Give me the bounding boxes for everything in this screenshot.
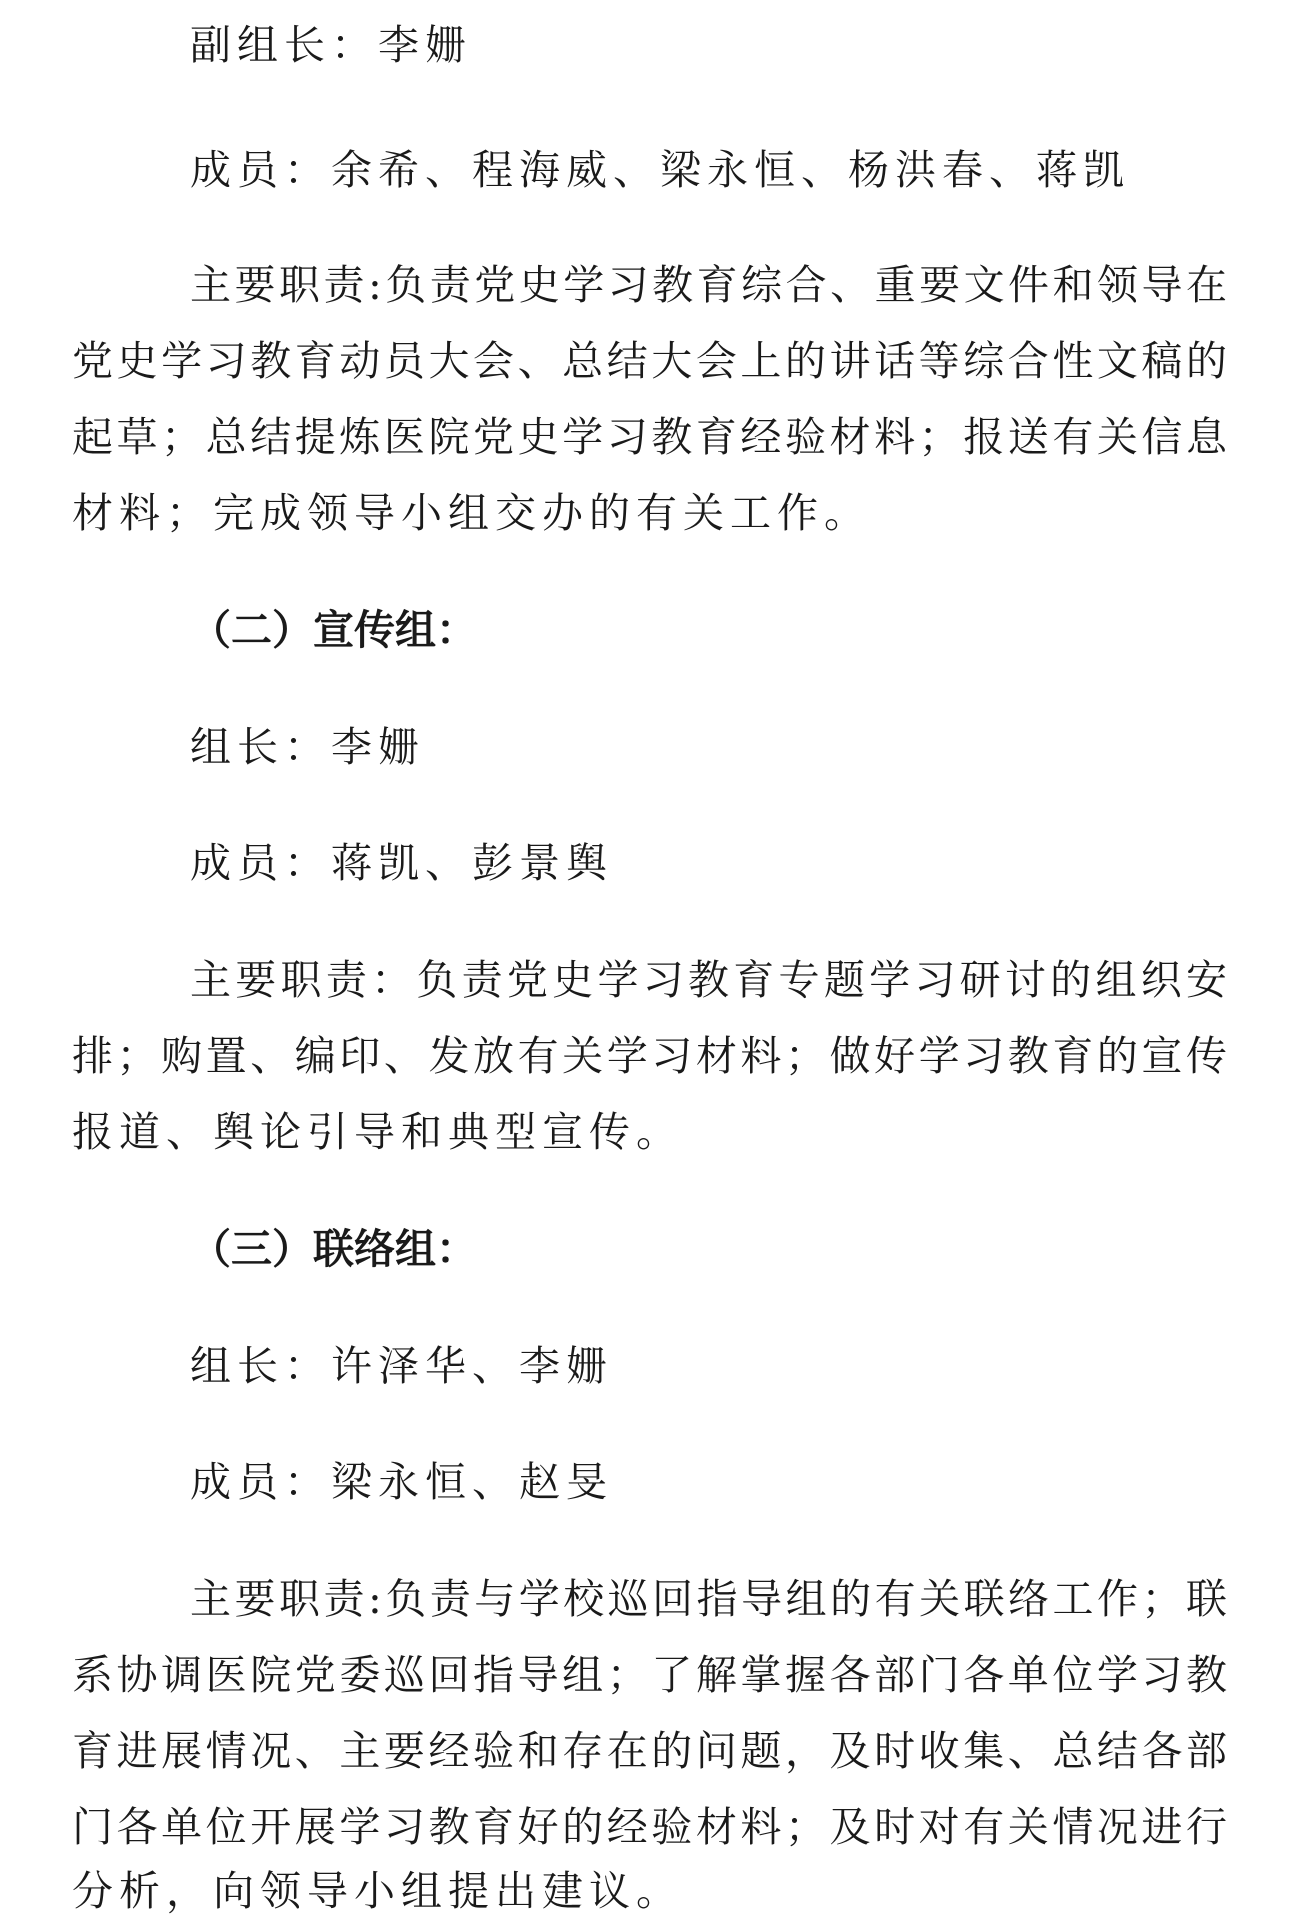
leader-line: 组长：李姗: [190, 723, 425, 771]
members-line: 成员：蒋凯、彭景舆: [190, 839, 613, 887]
duties-paragraph-line: 育进展情况、主要经验和存在的问题，及时收集、总结各部: [72, 1727, 1227, 1775]
members-line: 成员：梁永恒、赵旻: [190, 1458, 613, 1506]
duties-paragraph-line: 系协调医院党委巡回指导组；了解掌握各部门各单位学习教: [72, 1651, 1227, 1699]
duties-paragraph-line: 报道、舆论引导和典型宣传。: [72, 1108, 683, 1156]
duties-paragraph-line: 材料；完成领导小组交办的有关工作。: [72, 489, 871, 537]
members-line: 成员：余希、程海威、梁永恒、杨洪春、蒋凯: [190, 146, 1130, 194]
duties-paragraph-line: 主要职责:负责党史学习教育综合、重要文件和领导在: [190, 261, 1227, 309]
duties-paragraph-line: 门各单位开展学习教育好的经验材料；及时对有关情况进行: [72, 1803, 1227, 1851]
duties-paragraph-line: 起草；总结提炼医院党史学习教育经验材料；报送有关信息: [72, 413, 1227, 461]
duties-paragraph-line: 排；购置、编印、发放有关学习材料；做好学习教育的宣传: [72, 1032, 1227, 1080]
duties-paragraph-line: 主要职责：负责党史学习教育专题学习研讨的组织安: [190, 956, 1227, 1004]
duties-paragraph-line: 主要职责:负责与学校巡回指导组的有关联络工作；联: [190, 1575, 1227, 1623]
duties-paragraph-line: 分析，向领导小组提出建议。: [72, 1867, 683, 1915]
section-heading: （二）宣传组：: [190, 606, 477, 654]
deputy-leader-line: 副组长：李姗: [190, 21, 472, 69]
section-heading: （三）联络组：: [190, 1225, 477, 1273]
duties-paragraph-line: 党史学习教育动员大会、总结大会上的讲话等综合性文稿的: [72, 337, 1227, 385]
leader-line: 组长：许泽华、李姗: [190, 1342, 613, 1390]
